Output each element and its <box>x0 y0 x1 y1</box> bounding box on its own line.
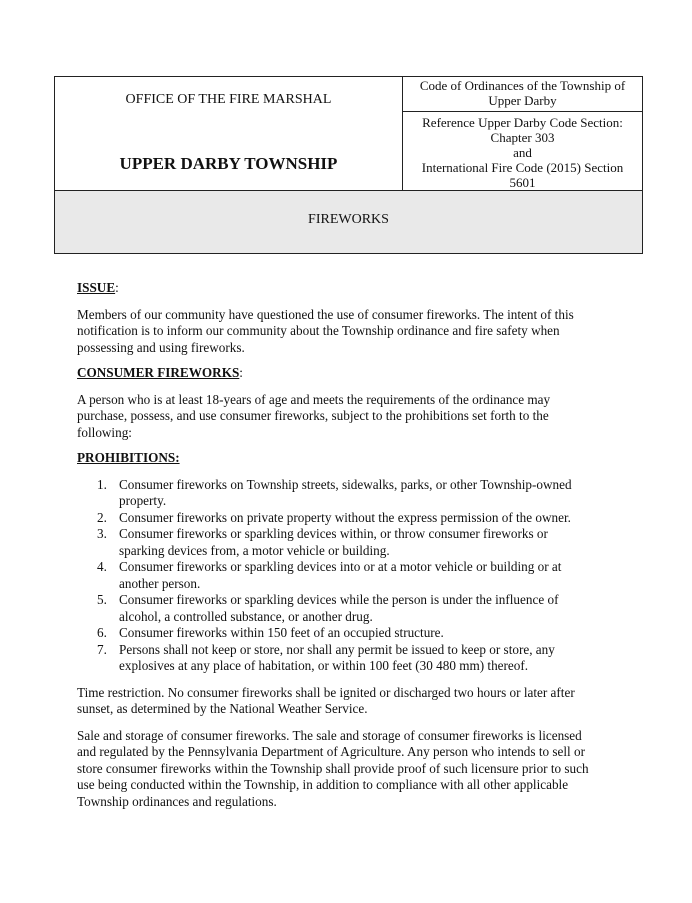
consumer-section <box>77 365 622 441</box>
list-item <box>77 559 622 592</box>
sale-line: store consumer fireworks within the Township shall provide proof of such licensure prior to such <box>77 760 589 776</box>
prohibitions-list <box>77 477 622 675</box>
issue-heading: ISSUE <box>77 280 116 295</box>
list-item <box>77 642 622 675</box>
ref-line-5: 5601 <box>509 175 536 190</box>
consumer-colon: : <box>239 365 243 380</box>
consumer-line: purchase, possess, and use consumer fireworks, subject to the prohibitions set forth to the <box>77 408 549 423</box>
sale-line: and regulated by the Pennsylvania Department of Agriculture. Any person who intends to sell or <box>77 744 585 759</box>
sale-storage-paragraph <box>77 728 622 811</box>
time-line: sunset, as determined by the National Weather Service. <box>77 701 368 716</box>
issue-line: possessing and using fireworks. <box>77 339 245 355</box>
ref-line-3: and <box>513 145 532 160</box>
fireworks-band <box>55 190 642 253</box>
list-line: Consumer fireworks or sparkling devices while the person is under the influence of <box>119 592 559 607</box>
header-table <box>54 76 643 254</box>
township-title: UPPER DARBY TOWNSHIP <box>119 154 338 173</box>
time-restriction-paragraph <box>77 685 622 718</box>
list-line: alcohol, a controlled substance, or another drug. <box>119 608 373 624</box>
header-left-cell <box>55 77 403 190</box>
consumer-line: A person who is at least 18-years of age and meets the requirements of the ordinance may <box>77 391 551 407</box>
issue-line: notification is to inform our community about the Township ordinance and fire safety when <box>77 323 560 338</box>
band-title: FIREWORKS <box>308 212 389 227</box>
consumer-line: following: <box>77 424 132 440</box>
issue-section <box>77 280 622 356</box>
list-number: 7. <box>97 641 107 657</box>
list-line: explosives at any place of habitation, or within 100 feet (30 480 mm) thereof. <box>119 658 529 673</box>
section-reference-cell <box>403 112 642 190</box>
list-item <box>77 625 622 642</box>
issue-line: Members of our community have questioned the use of consumer fireworks. The intent of this <box>77 306 574 322</box>
code-line-1: Code of Ordinances of the Township of <box>419 78 626 93</box>
list-line: Consumer fireworks or sparkling devices within, or throw consumer fireworks or <box>119 526 548 541</box>
list-line: Consumer fireworks on private property without the express permission of the owner. <box>119 509 571 525</box>
ref-line-4: International Fire Code (2015) Section <box>421 160 624 175</box>
list-number: 5. <box>97 592 107 607</box>
list-line: property. <box>119 493 167 508</box>
document-body <box>77 280 622 810</box>
list-line: sparking devices from, a motor vehicle or building. <box>119 542 390 558</box>
sale-line: Township ordinances and regulations. <box>77 793 277 809</box>
office-title: OFFICE OF THE FIRE MARSHAL <box>125 92 332 107</box>
ref-line-2: Chapter 303 <box>490 130 555 145</box>
code-reference-cell <box>403 77 642 112</box>
list-item <box>77 477 622 510</box>
time-line: Time restriction. No consumer fireworks shall be ignited or discharged two hours or later after <box>77 684 575 700</box>
list-item <box>77 526 622 559</box>
sale-line: use being conducted within the Township, in addition to compliance with all other applicable <box>77 777 569 792</box>
list-line: Consumer fireworks or sparkling devices into or at a motor vehicle or building or at <box>119 559 562 574</box>
list-number: 6. <box>97 625 107 640</box>
issue-colon: : <box>115 280 119 295</box>
prohibitions-heading: PROHIBITIONS: <box>77 450 180 465</box>
list-number: 3. <box>97 526 107 541</box>
list-item <box>77 592 622 625</box>
code-line-2: Upper Darby <box>488 93 557 108</box>
ref-line-1: Reference Upper Darby Code Section: <box>422 115 623 130</box>
prohibitions-section <box>77 450 622 675</box>
list-line: Consumer fireworks within 150 feet of an occupied structure. <box>119 625 444 640</box>
list-number: 2. <box>97 509 107 525</box>
list-line: Consumer fireworks on Township streets, sidewalks, parks, or other Township-owned <box>119 476 572 492</box>
list-number: 1. <box>97 476 107 492</box>
list-line: Persons shall not keep or store, nor shall any permit be issued to keep or store, any <box>119 641 555 657</box>
list-number: 4. <box>97 559 107 574</box>
sale-line: Sale and storage of consumer fireworks. The sale and storage of consumer fireworks is licensed <box>77 727 582 743</box>
consumer-heading: CONSUMER FIREWORKS <box>77 365 240 380</box>
list-item <box>77 510 622 527</box>
list-line: another person. <box>119 575 201 591</box>
